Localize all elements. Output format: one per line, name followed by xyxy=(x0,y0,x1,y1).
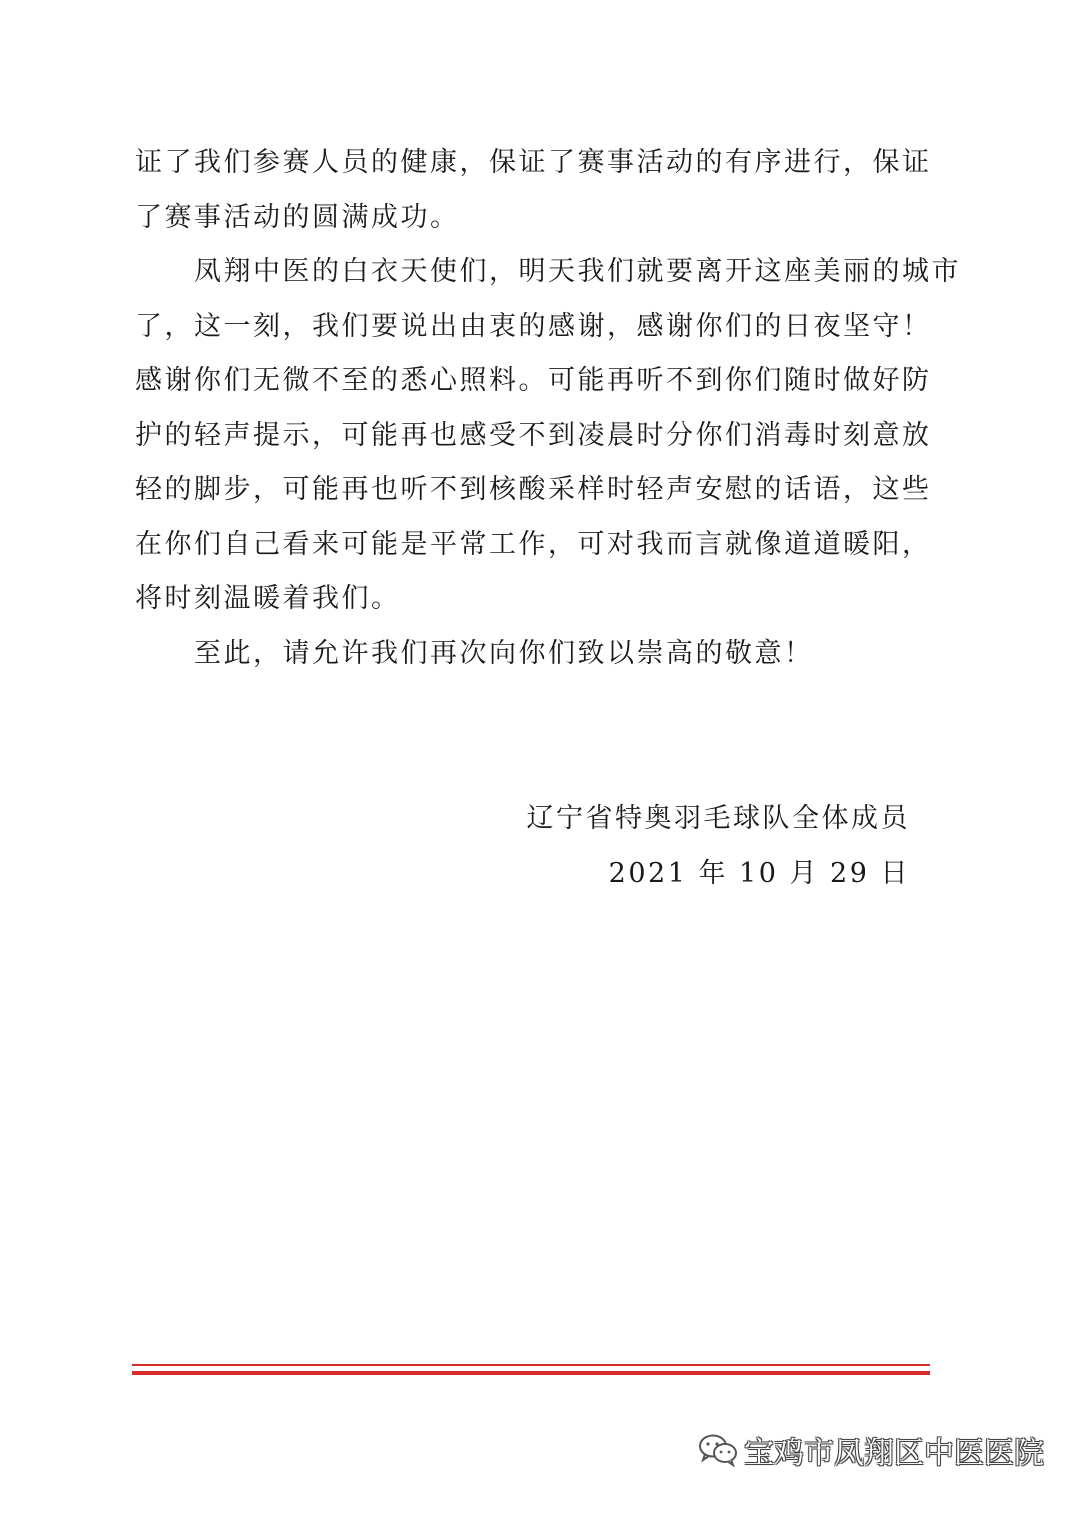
sender-name: 辽宁省特奥羽毛球队全体成员 xyxy=(526,803,910,834)
text-line: 将时刻温暖着我们。 xyxy=(135,583,401,614)
text-line: 凤翔中医的白衣天使们，明天我们就要离开这座美丽的城市 xyxy=(135,256,961,287)
watermark-text: 宝鸡市凤翔区中医医院 xyxy=(744,1436,1044,1471)
wechat-icon xyxy=(698,1433,738,1467)
letter-date: 2021 年 10 月 29 日 xyxy=(608,857,910,889)
paragraph-1 xyxy=(135,136,945,245)
account-watermark xyxy=(698,1428,1044,1472)
text-line: 了，这一刻，我们要说出由衷的感谢，感谢你们的日夜坚守！ xyxy=(135,310,932,342)
paragraph-2 xyxy=(135,245,961,627)
text-line: 轻的脚步，可能再也听不到核酸采样时轻声安慰的话语，这些 xyxy=(135,474,932,505)
footer-rule-thin xyxy=(132,1364,930,1366)
letter-body xyxy=(135,136,961,681)
text-line: 感谢你们无微不至的悉心照料。可能再听不到你们随时做好防 xyxy=(135,365,932,396)
text-line: 护的轻声提示，可能再也感受不到凌晨时分你们消毒时刻意放 xyxy=(135,419,932,451)
signature-block xyxy=(500,792,910,901)
text-line: 在你们自己看来可能是平常工作，可对我而言就像道道暖阳， xyxy=(135,528,932,560)
text-line: 证了我们参赛人员的健康，保证了赛事活动的有序进行，保证 xyxy=(135,147,932,178)
text-line: 了赛事活动的圆满成功。 xyxy=(135,201,460,233)
text-line: 至此，请允许我们再次向你们致以崇高的敬意！ xyxy=(135,637,814,669)
footer-rule-thick xyxy=(132,1371,930,1375)
paragraph-3 xyxy=(135,627,945,682)
